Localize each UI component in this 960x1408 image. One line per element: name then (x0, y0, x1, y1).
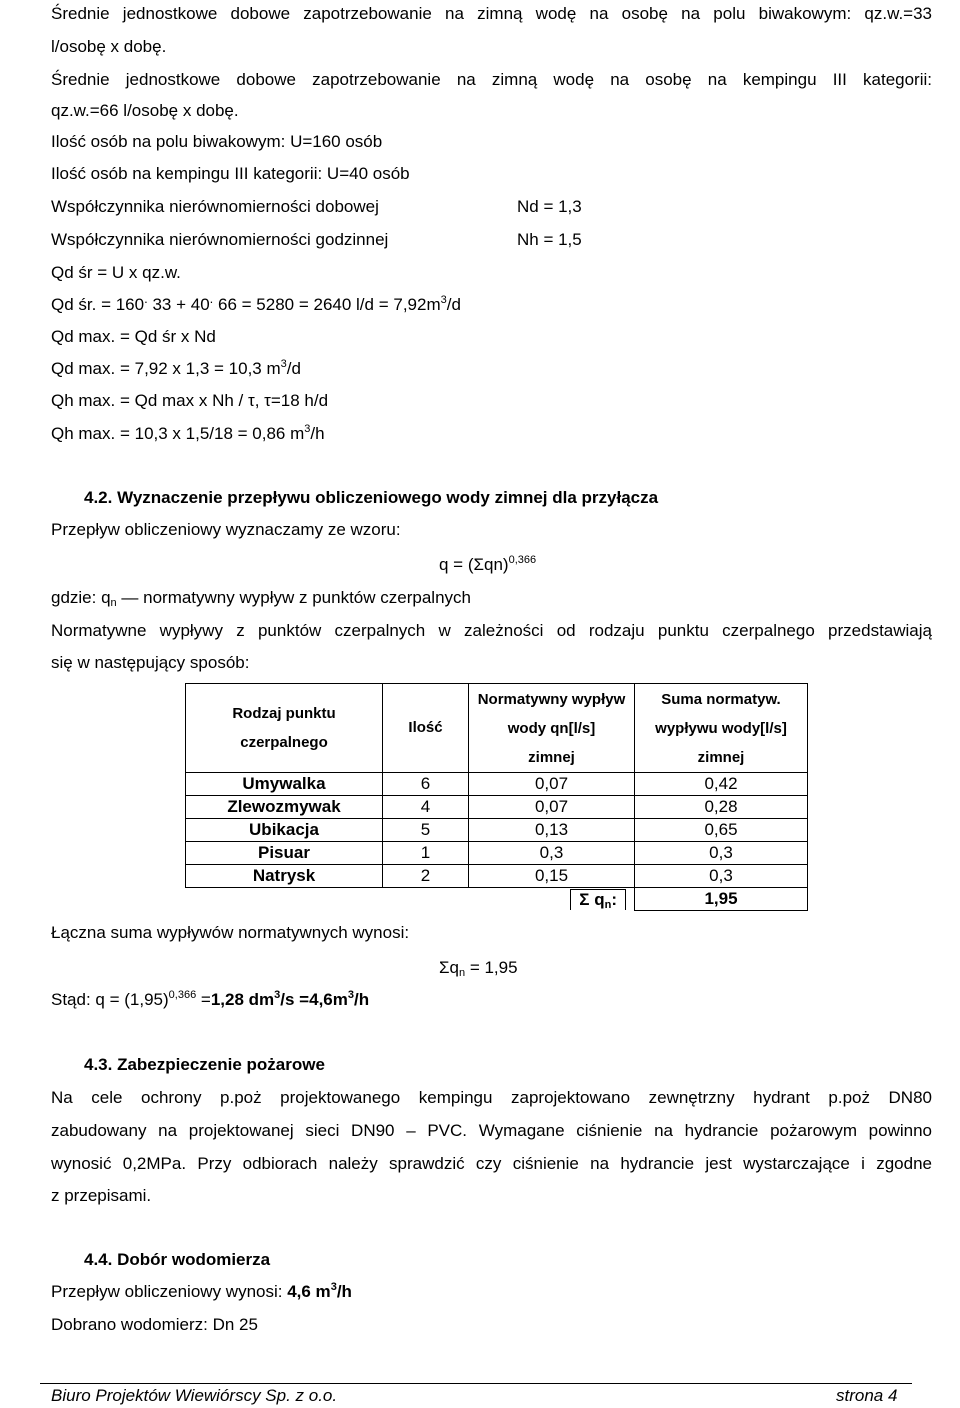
qmax-calculation: Qd max. = 7,92 x 1,3 = 10,3 $m^3/d$ (51, 358, 301, 378)
text-line: z przepisami. (51, 1186, 152, 1205)
text-line: się w następujący sposób: (51, 653, 250, 672)
section-heading: 4.3. Zabezpieczenie pożarowe (84, 1055, 325, 1074)
table-row: Ubikacja 5 0,13 0,65 (186, 819, 808, 842)
text-line: Dobrano wodomierz: Dn 25 (51, 1315, 258, 1334)
final-result: Stąd: $q = (1,95)^{0,366} =1,28$ $dm^3/s =4,6m^3/h$ (51, 989, 370, 1009)
text-line: Średnie jednostkowe dobowe zapotrzebowanie na zimną wodę na osobę na polu biwakowym: qz.w.=33 (51, 4, 932, 23)
text-line: Łączna suma wypływów normatywnych wynosi: (51, 923, 410, 942)
text-line: Normatywne wypływy z punktów czerpalnych w zależności od rodzaju punktu czerpalnego przedstawiają (51, 621, 932, 640)
header-count: Ilość (383, 684, 469, 773)
qd-calculation: Qd śr. = 160. 33 + 40. 66 = 5280 = 2640 $l/d = 7,92m^3/d$ (51, 291, 461, 314)
table-row: Natrysk 2 0,15 0,3 (186, 865, 808, 888)
section-heading: 4.2. Wyznaczenie przepływu obliczeniowego wody zimnej dla przyłącza (84, 488, 659, 507)
header-sum: Suma normatyw. wypływu wody[l/s] (635, 684, 808, 744)
header-type: Rodzaj punktu czerpalnego (186, 684, 383, 773)
footer-divider (40, 1383, 912, 1384)
total-label: Σ $q_n$: (469, 888, 635, 911)
table-total-row (186, 888, 808, 911)
flow-value-line: Przepływ obliczeniowy wynosi: 4,6 $m^3/h$ (51, 1281, 352, 1301)
text-line: Ilość osób na kempingu III kategorii: U=40 osób (51, 164, 410, 183)
flow-table (185, 683, 808, 911)
text-line: qz.w.=66 l/osobę x dobę. (51, 101, 239, 120)
where-line: gdzie: $q_n$ — normatywny wypływ z punktów czerpalnych (51, 588, 471, 609)
text-line: wynosić 0,2MPa. Przy odbiorach należy sprawdzić czy ciśnienie na hydrancie jest wystarczające i zgodne (51, 1154, 932, 1173)
text-line: Na cele ochrony p.poż projektowanego kempingu zaprojektowano zewnętrzny hydrant p.poż DN80 (51, 1088, 932, 1107)
text-line: Przepływ obliczeniowy wyznaczamy ze wzoru: (51, 520, 401, 539)
sum-result: $\Sigma q_n = 1,95$ (439, 958, 518, 979)
text-line: l/osobę x dobę. (51, 37, 167, 56)
header-flow-cold: zimnej (469, 743, 635, 773)
footer-page-number: strona 4 (836, 1386, 898, 1405)
total-value: 1,95 (635, 888, 808, 911)
coef-daily-value: Nd = 1,3 (517, 197, 582, 216)
flow-formula: $q = (\Sigma qn)^{0,366}$ (439, 554, 537, 574)
header-flow: Normatywny wypływ wody qn[l/s] (469, 684, 635, 744)
qd-formula: Qd śr = U x qz.w. (51, 263, 181, 282)
text-line: zabudowany na projektowanej sieci DN90 – PVC. Wymagane ciśnienie na hydrancie pożarowym powinno (51, 1121, 932, 1140)
coef-hourly-value: Nh = 1,5 (517, 230, 582, 249)
section-heading: 4.4. Dobór wodomierza (84, 1250, 271, 1269)
header-sum-cold: zimnej (635, 743, 808, 773)
coef-daily-label: Współczynnika nierównomierności dobowej (51, 197, 379, 216)
qh-formula: Qh max. = Qd max x Nh / τ, τ=18 h/d (51, 391, 329, 410)
qmax-formula: Qd max. = Qd śr x Nd (51, 327, 216, 346)
text-line: Średnie jednostkowe dobowe zapotrzebowanie na zimną wodę na osobę na kempingu III kategorii: (51, 70, 932, 89)
table-row: Pisuar 1 0,3 0,3 (186, 842, 808, 865)
table-row: Zlewozmywak 4 0,07 0,28 (186, 796, 808, 819)
footer-company: Biuro Projektów Wiewiórscy Sp. z o.o. (51, 1386, 338, 1405)
text-line: Ilość osób na polu biwakowym: U=160 osób (51, 132, 383, 151)
qh-calculation: Qh max. = 10,3 x 1,5/18 = 0,86 $m^3/h$ (51, 423, 325, 443)
table-row: Umywalka 6 0,07 0,42 (186, 773, 808, 796)
coef-hourly-label: Współczynnika nierównomierności godzinnej (51, 230, 389, 249)
